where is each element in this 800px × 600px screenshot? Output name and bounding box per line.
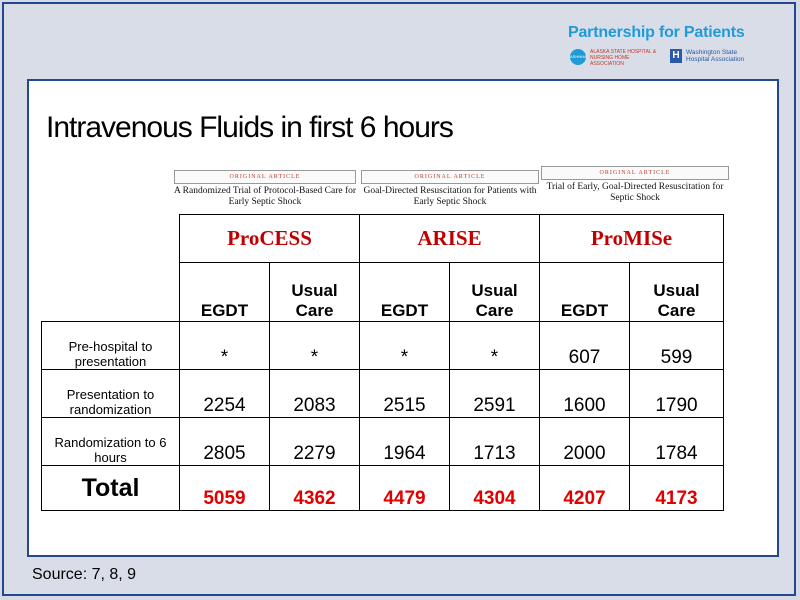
article-clip-process <box>172 170 358 208</box>
article-title: Goal-Directed Resuscitation for Patients with Early Septic Shock <box>363 186 537 207</box>
table-cell: 599 <box>630 322 724 370</box>
table-cell: 2805 <box>180 418 270 466</box>
brand-title: Partnership for Patients <box>568 24 745 41</box>
col-header <box>270 263 360 322</box>
col-header <box>630 263 724 322</box>
row-label: Randomization to 6 hours <box>42 418 180 466</box>
col-header-text: Usual Care <box>653 281 700 320</box>
trial-arise: ARISE <box>360 215 540 263</box>
article-tag: ORIGINAL ARTICLE <box>541 166 729 180</box>
article-clip-arise <box>360 170 540 208</box>
org2-name: Washington State Hospital Association <box>686 49 745 63</box>
col-header-text: Usual Care <box>291 281 338 320</box>
table-cell: 1964 <box>360 418 450 466</box>
trial-header-row <box>42 215 724 263</box>
partnership-logo <box>568 24 758 68</box>
trial-promise: ProMISe <box>540 215 724 263</box>
table-row <box>42 418 724 466</box>
article-clip-promise <box>540 166 730 204</box>
table-row <box>42 322 724 370</box>
col-header: EGDT <box>540 263 630 322</box>
table-cell: * <box>450 322 540 370</box>
total-cell: 4304 <box>450 466 540 511</box>
page-title: Intravenous Fluids in first 6 hours <box>46 111 453 144</box>
total-row <box>42 466 724 511</box>
table-cell: 2254 <box>180 370 270 418</box>
total-cell: 4362 <box>270 466 360 511</box>
article-title: Trial of Early, Goal-Directed Resuscitation for Septic Shock <box>546 182 724 203</box>
col-header <box>450 263 540 322</box>
col-header: EGDT <box>360 263 450 322</box>
table-cell: 1713 <box>450 418 540 466</box>
column-header-row <box>42 263 724 322</box>
table-cell: * <box>360 322 450 370</box>
table-cell: * <box>180 322 270 370</box>
ashnha-logo-icon: ASHNHA <box>570 49 586 65</box>
table-cell: 607 <box>540 322 630 370</box>
table-cell: 2591 <box>450 370 540 418</box>
table-cell: 1600 <box>540 370 630 418</box>
table-cell: 1790 <box>630 370 724 418</box>
source-citation: Source: 7, 8, 9 <box>32 566 137 583</box>
table-cell: 2279 <box>270 418 360 466</box>
table-cell: 2083 <box>270 370 360 418</box>
table-cell: 2000 <box>540 418 630 466</box>
row-label: Presentation to randomization <box>42 370 180 418</box>
total-cell: 4173 <box>630 466 724 511</box>
org1-name: ALASKA STATE HOSPITAL & NURSING HOME ASSOCIATION <box>590 49 657 67</box>
col-header: EGDT <box>180 263 270 322</box>
fluids-table <box>41 214 724 511</box>
wsha-logo-icon: H <box>670 49 682 63</box>
article-tag: ORIGINAL ARTICLE <box>174 170 356 184</box>
total-cell: 5059 <box>180 466 270 511</box>
col-header-text: Usual Care <box>471 281 518 320</box>
table-cell: * <box>270 322 360 370</box>
article-title: A Randomized Trial of Protocol-Based Care for Early Septic Shock <box>173 186 357 207</box>
total-cell: 4207 <box>540 466 630 511</box>
table-row <box>42 370 724 418</box>
article-tag: ORIGINAL ARTICLE <box>361 170 539 184</box>
total-cell: 4479 <box>360 466 450 511</box>
table-cell: 1784 <box>630 418 724 466</box>
total-label: Total <box>42 466 180 511</box>
row-label: Pre-hospital to presentation <box>42 322 180 370</box>
trial-process: ProCESS <box>180 215 360 263</box>
table-cell: 2515 <box>360 370 450 418</box>
